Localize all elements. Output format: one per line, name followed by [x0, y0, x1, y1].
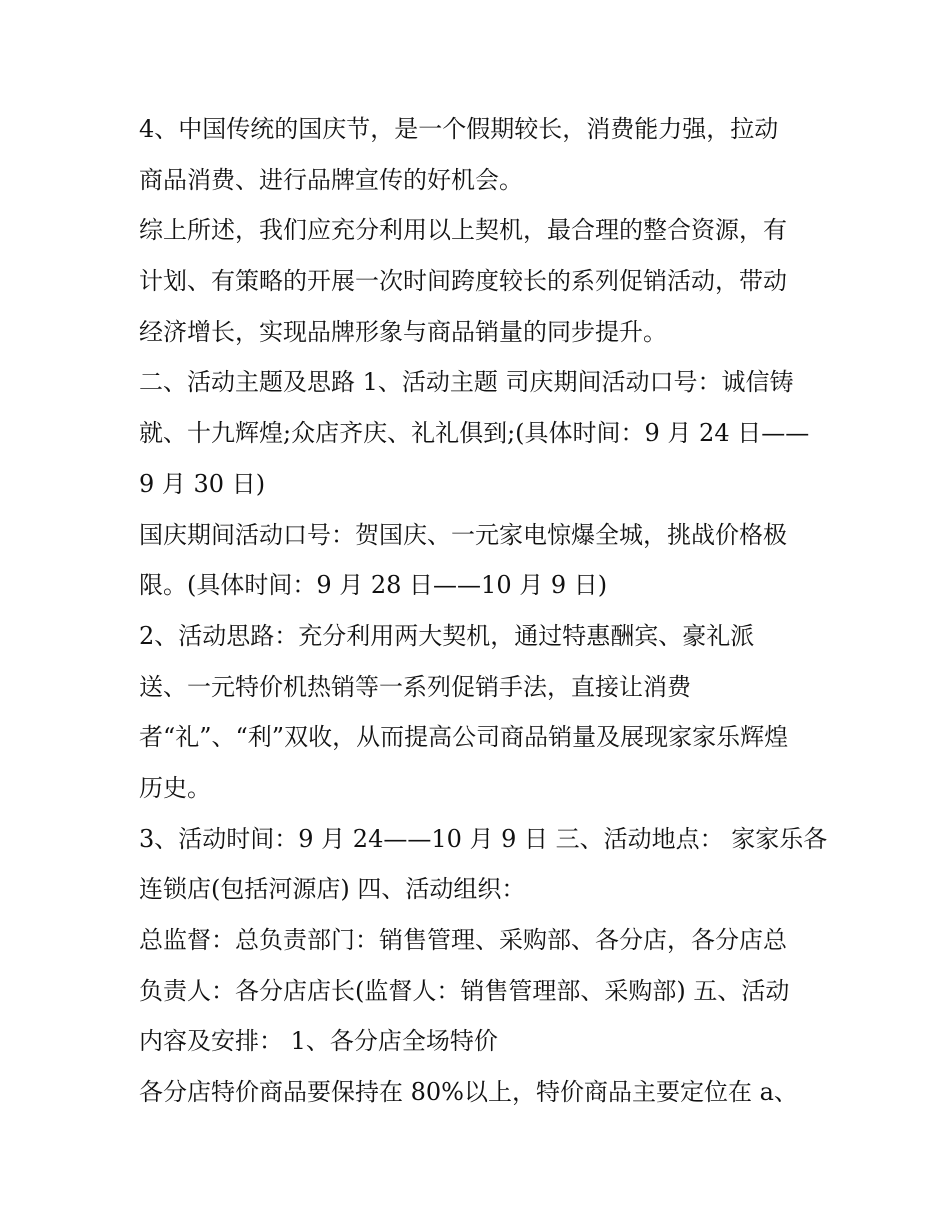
- text-line: 连锁店(包括河源店) 四、活动组织：: [139, 875, 526, 904]
- text-line: 负责人：各分店店长(监督人：销售管理部、采购部) 五、活动: [139, 976, 790, 1005]
- text-line: 2、活动思路：充分利用两大契机，通过特惠酬宾、豪礼派: [139, 621, 755, 650]
- text-line: 者“礼”、“利”双收，从而提高公司商品销量及展现家家乐辉煌: [139, 723, 789, 752]
- text-line: 商品消费、进行品牌宣传的好机会。: [139, 165, 523, 194]
- text-line: 就、十九辉煌;众店齐庆、礼礼俱到;(具体时间：9 月 24 日——: [139, 419, 810, 448]
- text-line: 总监督：总负责部门：销售管理、采购部、各分店，各分店总: [139, 926, 787, 954]
- text-line: 内容及安排： 1、各分店全场特价: [139, 1027, 498, 1056]
- text-line: 9 月 30 日): [139, 469, 266, 498]
- text-line: 历史。: [139, 773, 211, 802]
- text-line: 限。(具体时间：9 月 28 日——10 月 9 日): [139, 571, 608, 600]
- text-line: 计划、有策略的开展一次时间跨度较长的系列促销活动，带动: [139, 267, 787, 296]
- text-line: 综上所述，我们应充分利用以上契机，最合理的整合资源，有: [139, 216, 787, 245]
- text-line: 经济增长，实现品牌形象与商品销量的同步提升。: [139, 317, 667, 346]
- text-line: 二、活动主题及思路 1、活动主题 司庆期间活动口号：诚信铸: [139, 368, 794, 397]
- document-body: [139, 104, 828, 1118]
- text-line: 4、中国传统的国庆节，是一个假期较长，消费能力强，拉动: [139, 115, 779, 143]
- text-line: 各分店特价商品要保持在 80%以上，特价商品主要定位在 a、: [139, 1078, 798, 1107]
- text-line: 送、一元特价机热销等一系列促销手法，直接让消费: [139, 672, 691, 701]
- text-line: 国庆期间活动口号：贺国庆、一元家电惊爆全城，挑战价格极: [139, 520, 787, 549]
- text-line: 3、活动时间：9 月 24——10 月 9 日 三、活动地点： 家家乐各: [139, 824, 828, 853]
